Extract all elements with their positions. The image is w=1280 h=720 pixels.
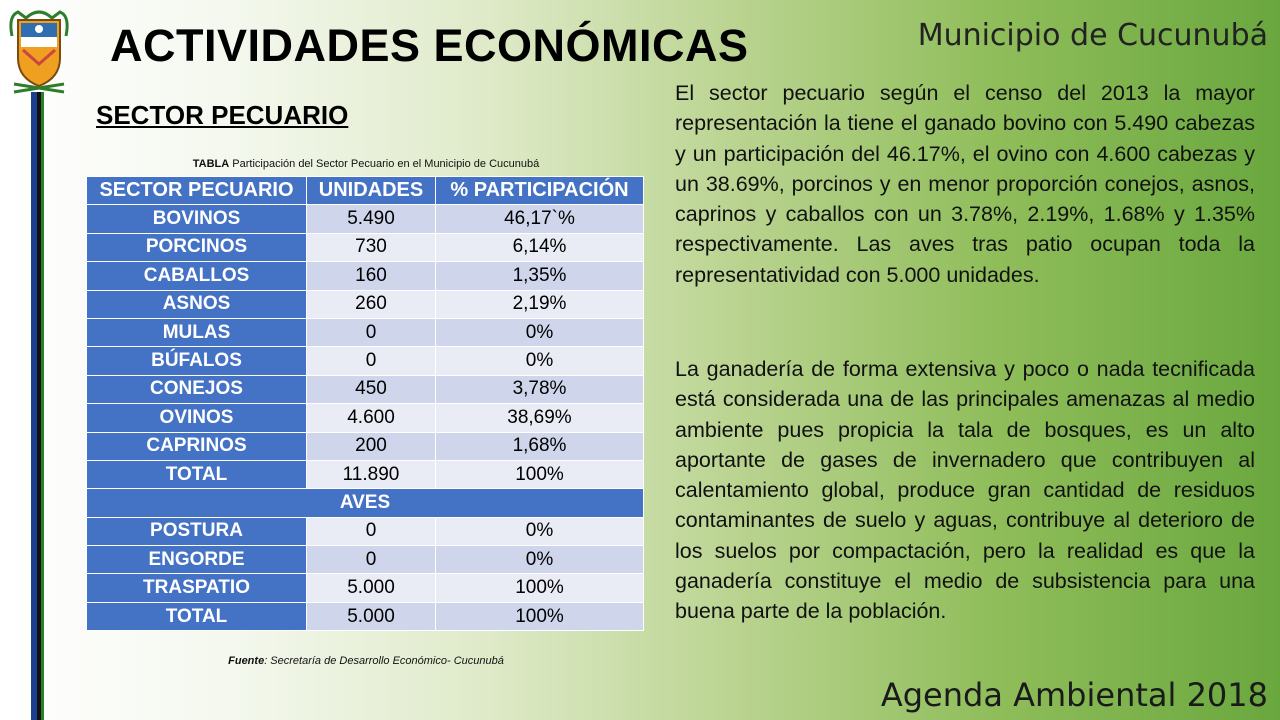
table-row-total xyxy=(87,460,644,488)
row-units: 0 xyxy=(307,347,436,375)
table-row xyxy=(87,432,644,460)
table-row xyxy=(87,205,644,233)
row-label: ENGORDE xyxy=(87,546,307,574)
section-label-aves: AVES xyxy=(87,489,644,517)
table-caption-text: Participación del Sector Pecuario en el Municipio de Cucunubá xyxy=(232,158,540,170)
row-percent: 38,69% xyxy=(436,404,644,432)
table-header-row xyxy=(87,177,644,205)
row-units: 5.000 xyxy=(307,602,436,630)
table-row xyxy=(87,347,644,375)
row-units: 730 xyxy=(307,233,436,261)
row-percent: 100% xyxy=(436,574,644,602)
table-caption-prefix: TABLA xyxy=(192,158,230,170)
row-label: CABALLOS xyxy=(87,262,307,290)
row-percent: 100% xyxy=(436,602,644,630)
source-label: Fuente xyxy=(228,655,265,667)
paragraph-census: El sector pecuario según el censo del 2013 la mayor representación la tiene el ganado bovino con 5.490 cabezas y un participación del 46.17%, el ovino con 4.600 cabezas y un 38.69%, porcinos y en menor proporción conejos, asnos, caprinos y caballos con un 3.78%, 2.19%, 1.68% y 1.35% respectivamente. Las aves tras patio ocupan toda la representatividad con 5.000 unidades. xyxy=(675,81,1255,287)
table-row xyxy=(87,574,644,602)
header-units: UNIDADES xyxy=(307,177,436,205)
row-percent: 0% xyxy=(436,517,644,545)
municipality-name: Municipio de Cucunubá xyxy=(917,18,1268,53)
row-units: 260 xyxy=(307,290,436,318)
table-row xyxy=(87,233,644,261)
row-label: BOVINOS xyxy=(87,205,307,233)
table-row xyxy=(87,262,644,290)
row-units: 5.490 xyxy=(307,205,436,233)
row-label: BÚFALOS xyxy=(87,347,307,375)
table-row-total xyxy=(87,602,644,630)
row-percent: 100% xyxy=(436,460,644,488)
table-row xyxy=(87,404,644,432)
row-units: 0 xyxy=(307,546,436,574)
table-row xyxy=(87,546,644,574)
row-percent: 1,68% xyxy=(436,432,644,460)
row-percent: 2,19% xyxy=(436,290,644,318)
row-percent: 6,14% xyxy=(436,233,644,261)
table-row xyxy=(87,290,644,318)
row-units: 4.600 xyxy=(307,404,436,432)
row-percent: 0% xyxy=(436,347,644,375)
row-percent: 0% xyxy=(436,546,644,574)
row-label: CONEJOS xyxy=(87,375,307,403)
row-label: MULAS xyxy=(87,318,307,346)
footer-agenda: Agenda Ambiental 2018 xyxy=(880,676,1268,714)
table-row xyxy=(87,375,644,403)
row-percent: 0% xyxy=(436,318,644,346)
row-label: TOTAL xyxy=(87,602,307,630)
row-label: POSTURA xyxy=(87,517,307,545)
row-label: TRASPATIO xyxy=(87,574,307,602)
row-units: 0 xyxy=(307,517,436,545)
table-row xyxy=(87,318,644,346)
header-participation: % PARTICIPACIÓN xyxy=(436,177,644,205)
table-source xyxy=(86,655,646,667)
livestock-table xyxy=(86,176,644,631)
row-units: 11.890 xyxy=(307,460,436,488)
row-percent: 46,17`% xyxy=(436,205,644,233)
row-label: OVINOS xyxy=(87,404,307,432)
municipal-coat-of-arms-icon xyxy=(8,6,70,96)
row-units: 200 xyxy=(307,432,436,460)
table-section-row xyxy=(87,489,644,517)
decorative-bar-green xyxy=(41,92,44,720)
paragraph-environment: La ganadería de forma extensiva y poco o nada tecnificada está considerada una de las principales amenazas al medio ambiente pues propicia la tala de bosques, es un alto aportante de gases de invernadero que contribuyen al calentamiento global, produce gran cantidad de residuos contaminantes de suelo y aguas, contribuye al deterioro de los suelos por compactación, pero la realidad es que la ganadería constituye el medio de subsistencia para una buena parte de la población. xyxy=(675,357,1255,624)
row-percent: 3,78% xyxy=(436,375,644,403)
row-units: 0 xyxy=(307,318,436,346)
row-label: PORCINOS xyxy=(87,233,307,261)
row-units: 5.000 xyxy=(307,574,436,602)
row-label: CAPRINOS xyxy=(87,432,307,460)
row-label: ASNOS xyxy=(87,290,307,318)
header-sector: SECTOR PECUARIO xyxy=(87,177,307,205)
page-title: ACTIVIDADES ECONÓMICAS xyxy=(110,20,749,71)
table-caption xyxy=(86,158,646,170)
table-row xyxy=(87,517,644,545)
row-percent: 1,35% xyxy=(436,262,644,290)
row-label: TOTAL xyxy=(87,460,307,488)
row-units: 450 xyxy=(307,375,436,403)
section-subtitle: SECTOR PECUARIO xyxy=(96,100,349,130)
source-text: : Secretaría de Desarrollo Económico- Cucunubá xyxy=(264,655,504,667)
row-units: 160 xyxy=(307,262,436,290)
